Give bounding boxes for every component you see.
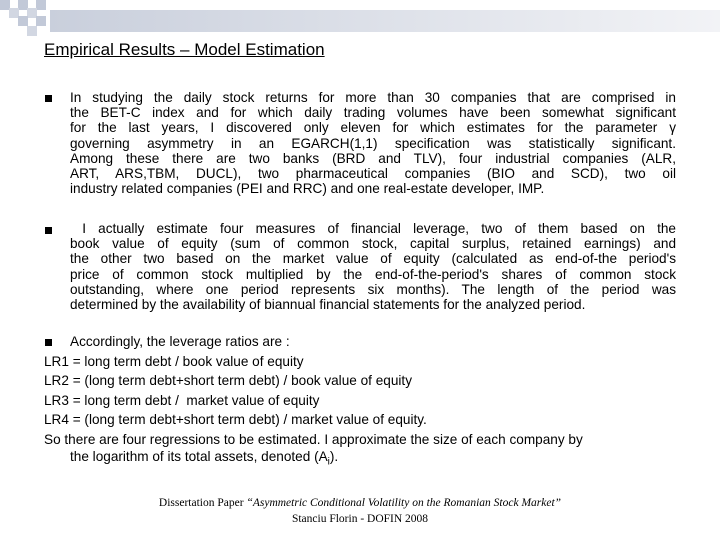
- text-line: price of common stock multiplied by the end-of-the-period's shares of common stock: [70, 266, 676, 282]
- size-proxy-line: [44, 449, 583, 471]
- footer-prefix: Dissertation Paper: [158, 497, 247, 509]
- leverage-ratios-block: [44, 332, 583, 471]
- text-line: I actually estimate four measures of financial leverage, two of them based on the: [70, 221, 676, 236]
- header-decoration: [0, 0, 720, 44]
- footer-paper-title: “Asymmetric Conditional Volatility on the Romanian Stock Market”: [246, 497, 562, 509]
- text-line: the BET-C index and for which daily trading volumes have been somewhat significant: [70, 105, 676, 121]
- text-line: for the last years, I discovered only eleven for which estimates for the parameter γ: [70, 120, 676, 136]
- text-line: governing asymmetry in an EGARCH(1,1) specification was statistically significant.: [70, 135, 676, 151]
- ratio-lr3: LR3 = long term debt / market value of equity: [44, 392, 320, 408]
- text-line: outstanding, where one period represents six months). The length of the period was: [70, 281, 676, 297]
- bullet-marker: [45, 95, 52, 102]
- page-title: Empirical Results – Model Estimation: [44, 40, 325, 59]
- ratios-intro: Accordingly, the leverage ratios are :: [70, 334, 290, 349]
- ratio-lr1: LR1 = long term debt / book value of equity: [44, 353, 304, 369]
- size-proxy-subscript: i: [327, 456, 330, 468]
- text-line: industry related companies (PEI and RRC) and one real-estate developer, IMP.: [70, 181, 545, 197]
- paragraph-companies: [70, 90, 676, 196]
- text-line: book value of equity (sum of common stock, capital surplus, retained earnings) and: [70, 236, 676, 252]
- size-proxy-close: ).: [329, 449, 339, 464]
- footer-line-2: Stanciu Florin - DOFIN 2008: [291, 513, 429, 525]
- text-line: In studying the daily stock returns for more than 30 companies that are comprised in: [70, 90, 676, 105]
- size-proxy-text: the logarithm of its total assets, denoted (A: [70, 449, 328, 464]
- ratio-lr4: LR4 = (long term debt+short term debt) / market value of equity.: [44, 412, 427, 427]
- text-line: Among these there are two banks (BRD and TLV), four industrial companies (ALR,: [70, 150, 676, 166]
- ratio-lr2: LR2 = (long term debt+short term debt) / book value of equity: [44, 373, 412, 388]
- paragraph-leverage: [70, 221, 676, 312]
- footer: [0, 495, 720, 527]
- text-line: the other two based on the market value of equity (calculated as end-of-the period's: [70, 251, 676, 267]
- text-line: ART, ARS,TBM, DUCL), two pharmaceutical companies (BIO and SCD), two oil: [70, 166, 676, 182]
- footer-line-1: [0, 495, 720, 511]
- text-line: determined by the availability of biannual financial statements for the analyzed period.: [70, 297, 586, 313]
- regressions-sentence: So there are four regressions to be estimated. I approximate the size of each company by: [44, 431, 583, 447]
- bullet-marker: [45, 227, 52, 234]
